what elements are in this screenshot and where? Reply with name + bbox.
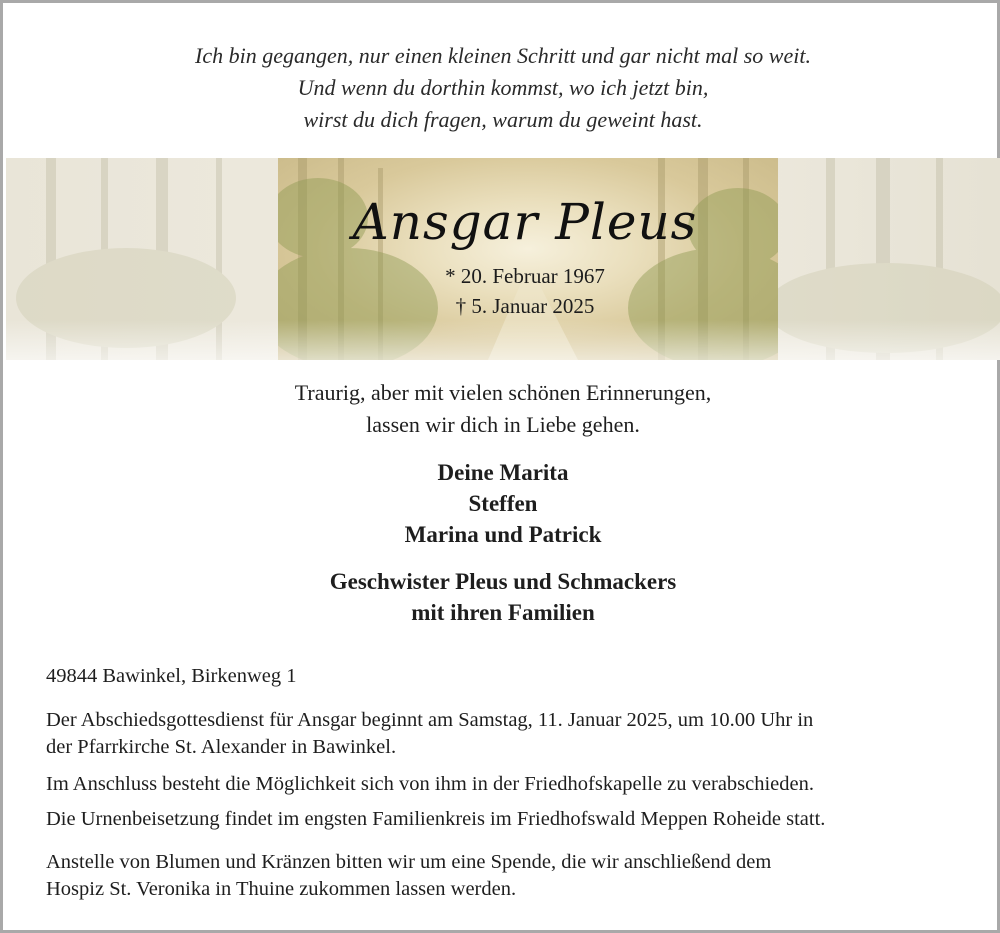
donation-line: Anstelle von Blumen und Kränzen bitten wir um eine Spende, die wir anschließend dem bbox=[46, 851, 772, 873]
birth-date: * 20. Februar 1967 bbox=[445, 264, 605, 288]
poem bbox=[3, 40, 1000, 136]
poem-line: wirst du dich fragen, warum du geweint hast. bbox=[303, 107, 703, 132]
family-line: Marina und Patrick bbox=[404, 522, 602, 547]
relatives-line: Geschwister Pleus und Schmackers bbox=[329, 569, 677, 594]
donation-line: Hospiz St. Veronika in Thuine zukommen lassen werden. bbox=[46, 878, 517, 900]
relatives-line: mit ihren Familien bbox=[411, 600, 595, 625]
poem-line: Und wenn du dorthin kommst, wo ich jetzt bin, bbox=[297, 75, 709, 100]
address: 49844 Bawinkel, Birkenweg 1 bbox=[46, 665, 297, 687]
family-signatures bbox=[3, 457, 1000, 550]
service-line: der Pfarrkirche St. Alexander in Bawinkel. bbox=[46, 736, 397, 758]
service-line: Der Abschiedsgottesdienst für Ansgar beginnt am Samstag, 11. Januar 2025, um 10.00 Uhr in bbox=[46, 709, 814, 731]
family-line: Deine Marita bbox=[437, 460, 569, 485]
farewell-info: Im Anschluss besteht die Möglichkeit sich von ihm in der Friedhofskapelle zu verabschieden. bbox=[46, 773, 815, 795]
forest-banner-image bbox=[6, 158, 1000, 360]
relatives-signatures bbox=[3, 566, 1000, 628]
service-info bbox=[46, 707, 966, 761]
death-date: † 5. Januar 2025 bbox=[455, 294, 595, 318]
donation-info bbox=[46, 849, 966, 903]
deceased-name: Ansgar Pleus bbox=[352, 193, 698, 251]
life-dates bbox=[275, 261, 775, 321]
poem-line: Ich bin gegangen, nur einen kleinen Schritt und gar nicht mal so weit. bbox=[195, 43, 811, 68]
burial-info: Die Urnenbeisetzung findet im engsten Familienkreis im Friedhofswald Meppen Roheide statt. bbox=[46, 808, 826, 830]
condolence-text bbox=[3, 377, 1000, 441]
condolence-line: Traurig, aber mit vielen schönen Erinnerungen, bbox=[294, 380, 712, 405]
family-line: Steffen bbox=[468, 491, 538, 516]
condolence-line: lassen wir dich in Liebe gehen. bbox=[366, 412, 640, 437]
